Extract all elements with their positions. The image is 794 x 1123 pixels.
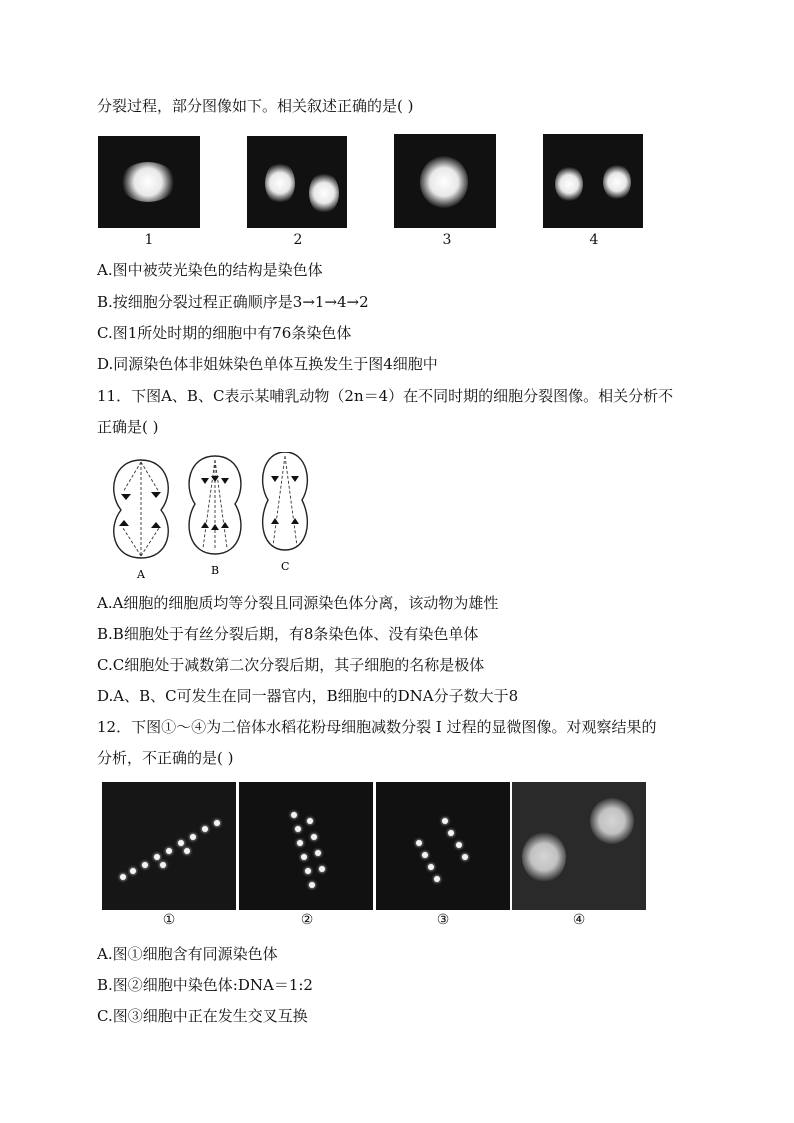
q12-option-a: A.图①细胞含有同源染色体 bbox=[97, 945, 278, 963]
q12-stem-line-2: 分析，不正确的是( ) bbox=[97, 749, 234, 767]
q10-image-label-1: 1 bbox=[144, 232, 154, 248]
q11-cell-diagram bbox=[103, 452, 323, 580]
q10-image-3 bbox=[394, 134, 496, 228]
q11-label-a: A bbox=[137, 568, 145, 580]
q10-option-a: A.图中被荧光染色的结构是染色体 bbox=[97, 261, 323, 279]
q12-image-label-1: ① bbox=[162, 912, 176, 928]
q12-option-c: C.图③细胞中正在发生交叉互换 bbox=[97, 1007, 308, 1025]
q11-option-a: A.A细胞的细胞质均等分裂且同源染色体分离，该动物为雄性 bbox=[97, 594, 499, 612]
q12-image-2 bbox=[239, 782, 373, 910]
q11-option-b: B.B细胞处于有丝分裂后期，有8条染色体、没有染色单体 bbox=[97, 625, 479, 643]
q11-option-d: D.A、B、C可发生在同一器官内，B细胞中的DNA分子数大于8 bbox=[97, 687, 519, 705]
q10-image-label-2: 2 bbox=[293, 232, 303, 248]
q11-option-c: C.C细胞处于减数第二次分裂后期，其子细胞的名称是极体 bbox=[97, 656, 485, 674]
q11-stem-line-2: 正确是( ) bbox=[97, 418, 159, 436]
q10-option-d: D.同源染色体非姐妹染色单体互换发生于图4细胞中 bbox=[97, 355, 438, 373]
q12-image-label-2: ② bbox=[300, 912, 314, 928]
q10-option-b: B.按细胞分裂过程正确顺序是3→1→4→2 bbox=[97, 293, 369, 311]
q10-option-c: C.图1所处时期的细胞中有76条染色体 bbox=[97, 324, 352, 342]
q12-option-b: B.图②细胞中染色体:DNA＝1:2 bbox=[97, 976, 313, 994]
q12-image-4 bbox=[512, 782, 646, 910]
q11-label-b: B bbox=[211, 564, 220, 577]
q10-image-1 bbox=[98, 136, 200, 228]
q12-image-3 bbox=[376, 782, 510, 910]
q11-label-c: C bbox=[281, 560, 290, 573]
q12-image-1 bbox=[102, 782, 236, 910]
q10-image-2 bbox=[247, 136, 347, 228]
q12-stem-line-1: 12．下图①～④为二倍体水稻花粉母细胞减数分裂 I 过程的显微图像。对观察结果的 bbox=[97, 718, 657, 736]
q11-stem-line-1: 11．下图A、B、C表示某哺乳动物（2n＝4）在不同时期的细胞分裂图像。相关分析不 bbox=[97, 387, 674, 405]
q10-image-label-3: 3 bbox=[442, 232, 452, 248]
q10-image-4 bbox=[543, 134, 643, 228]
q10-image-label-4: 4 bbox=[589, 232, 599, 248]
q12-image-label-4: ④ bbox=[572, 912, 586, 928]
q10-stem: 分裂过程，部分图像如下。相关叙述正确的是( ) bbox=[97, 97, 414, 115]
q12-image-label-3: ③ bbox=[436, 912, 450, 928]
